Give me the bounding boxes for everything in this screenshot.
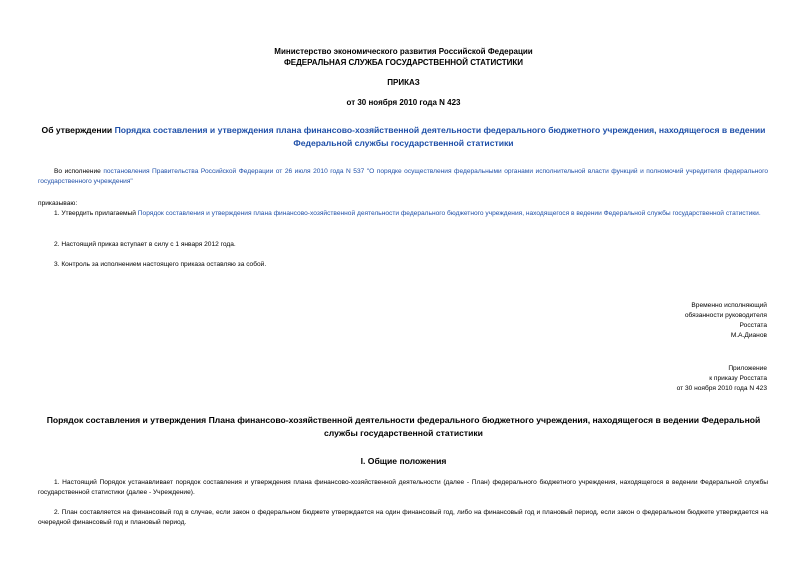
appendix-line-2: к приказу Росстата <box>709 375 767 382</box>
preamble-link[interactable]: постановления Правительства Российской Федерации от 26 июля 2010 года N 537 "О порядке осуществления федеральными органами исполнительной власти функций и полномочий учредителя федерального государственного учреждения" <box>38 168 769 185</box>
appendix-line-3: от 30 ноября 2010 года N 423 <box>676 385 767 392</box>
orders-word: приказываю: <box>38 200 78 207</box>
item-2: 2. Настоящий приказ вступает в силу с 1 января 2012 года. <box>54 241 236 248</box>
item-3: 3. Контроль за исполнением настоящего приказа оставляю за собой. <box>54 261 267 268</box>
item-1 <box>38 209 768 219</box>
preamble <box>38 167 768 187</box>
signature-line-3: Росстата <box>739 322 767 329</box>
item-1-prefix: 1. Утвердить прилагаемый <box>54 210 138 217</box>
order-type: ПРИКАЗ <box>387 78 420 87</box>
paragraph-1: 1. Настоящий Порядок устанавливает порядок составления и утверждения плана финансово-хозяйственной деятельности (далее - План) федерального бюджетного учреждения, находящегося в ведении Федеральной службы государственной статистики (далее - Учреждение). <box>38 479 768 496</box>
ministry-name: Министерство экономического развития Российской Федерации <box>274 47 533 56</box>
order-date: от 30 ноября 2010 года N 423 <box>346 98 461 107</box>
title-link[interactable]: Порядка составления и утверждения плана финансово-хозяйственной деятельности федерального бюджетного учреждения, находящегося в ведении Федеральной службы государственной статистики <box>114 125 766 148</box>
preamble-prefix: Во исполнение <box>54 168 104 175</box>
signature-name: М.А.Дианов <box>730 332 767 339</box>
service-name: ФЕДЕРАЛЬНАЯ СЛУЖБА ГОСУДАРСТВЕННОЙ СТАТИСТИКИ <box>283 58 524 67</box>
paragraph-2: 2. План составляется на финансовый год в случае, если закон о федеральном бюджете утверждается на один финансовый год, либо на финансовый год и плановый период, если закон о федеральном бюджете утверждается на очередной финансовый год и плановый период. <box>38 509 768 526</box>
title-prefix: Об утверждении <box>41 125 115 135</box>
item-1-link[interactable]: Порядок составления и утверждения плана финансово-хозяйственной деятельности федерального бюджетного учреждения, находящегося в ведении Федеральной службы государственной статистики. <box>137 210 761 217</box>
signature-line-2: обязанности руководителя <box>684 312 767 319</box>
order-title <box>40 124 767 150</box>
appendix-line-1: Приложение <box>728 365 767 372</box>
procedure-title: Порядок составления и утверждения Плана финансово-хозяйственной деятельности федерального бюджетного учреждения, находящегося в ведении Федеральной службы государственной статистики <box>46 415 761 438</box>
section-1-heading: I. Общие положения <box>360 456 447 466</box>
signature-line-1: Временно исполняющий <box>691 302 767 309</box>
